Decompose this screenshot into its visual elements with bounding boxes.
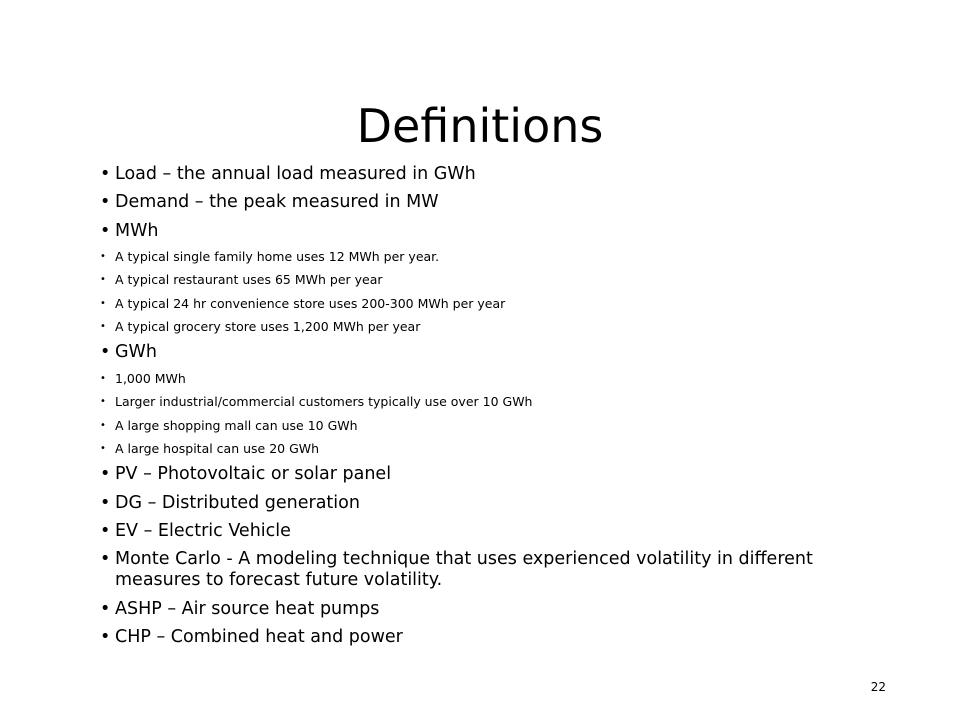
bullet-ashp: • ASHP – Air source heat pumps — [100, 599, 890, 620]
sub-bullet-convenience-store: • A typical 24 hr convenience store uses 200-300 MWh per year — [100, 296, 890, 311]
bullet-monte-carlo: • Monte Carlo - A modeling technique that uses experienced volatility in different measures to forecast future volatility. — [100, 549, 890, 591]
sub-bullet-1000-mwh: • 1,000 MWh — [100, 371, 890, 386]
sub-bullet-restaurant: • A typical restaurant uses 65 MWh per year — [100, 272, 890, 287]
bullet-ev: • EV – Electric Vehicle — [100, 521, 890, 542]
bullet-load: • Load – the annual load measured in GWh — [100, 164, 890, 185]
bullet-pv: • PV – Photovoltaic or solar panel — [100, 464, 890, 485]
bullet-gwh: • GWh — [100, 342, 890, 363]
page-number: 22 — [870, 680, 886, 694]
slide-title: Definitions — [356, 99, 604, 153]
bullet-demand: • Demand – the peak measured in MW — [100, 192, 890, 213]
sub-bullet-industrial: • Larger industrial/commercial customers typically use over 10 GWh — [100, 394, 890, 409]
bullet-dg: • DG – Distributed generation — [100, 493, 890, 514]
sub-bullet-hospital: • A large hospital can use 20 GWh — [100, 441, 890, 456]
bullet-chp: • CHP – Combined heat and power — [100, 627, 890, 648]
bullet-mwh: • MWh — [100, 221, 890, 242]
sub-bullet-grocery-store: • A typical grocery store uses 1,200 MWh per year — [100, 319, 890, 334]
sub-bullet-shopping-mall: • A large shopping mall can use 10 GWh — [100, 418, 890, 433]
definition-list — [100, 164, 890, 655]
sub-bullet-home: • A typical single family home uses 12 MWh per year. — [100, 249, 890, 264]
